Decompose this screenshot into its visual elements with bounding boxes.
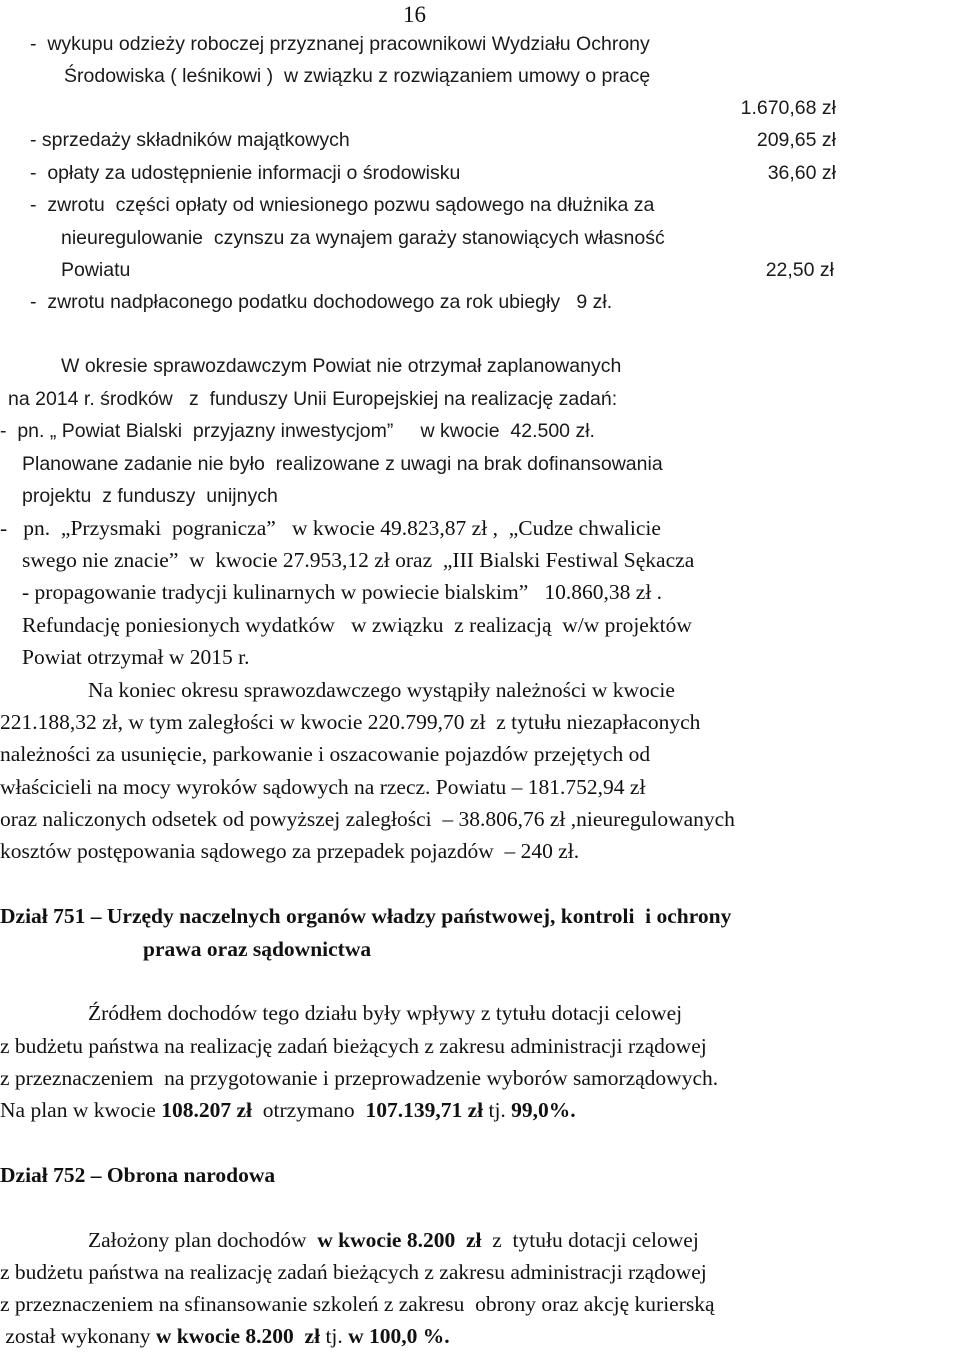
ratio-text: tj. xyxy=(483,1098,512,1122)
received-text: otrzymano xyxy=(251,1098,366,1122)
dzial-751-p1: Źródłem dochodów tego działu były wpływy z tytułu dotacji celowej xyxy=(88,1001,683,1025)
receivables-l3: należności za usunięcie, parkowanie i oszacowanie pojazdów przejętych od xyxy=(0,742,651,766)
receivables-l2: 221.188,32 zł, w tym zaległości w kwocie 220.799,70 zł z tytułu niezapłaconych xyxy=(0,710,701,734)
eu-project-2-cont: swego nie znacie” w kwocie 27.953,12 zł oraz „III Bialski Festiwal Sękacza xyxy=(22,548,695,572)
amount-court-fee: 22,50 zł xyxy=(765,259,834,281)
receivables-intro: Na koniec okresu sprawozdawczego wystąpiły należności w kwocie xyxy=(88,678,675,702)
section-heading-752: Dział 752 – Obrona narodowa xyxy=(0,1163,276,1187)
plan-text-752: Założony plan dochodów xyxy=(88,1228,318,1252)
eu-intro: W okresie sprawozdawczym Powiat nie otrzymał zaplanowanych xyxy=(61,355,622,377)
amount-clothing: 1.670,68 zł xyxy=(740,97,836,119)
dzial-752-p2: z budżetu państwa na realizację zadań bieżących z zakresu administracji rządowej xyxy=(0,1260,707,1284)
plan-text: Na plan w kwocie xyxy=(0,1098,162,1122)
section-heading-751-cont: prawa oraz sądownictwa xyxy=(143,937,372,961)
list-item-env-info: - opłaty za udostępnienie informacji o środowisku xyxy=(30,162,461,184)
eu-refund-cont: Powiat otrzymał w 2015 r. xyxy=(22,645,250,669)
dzial-752-p3: z przeznaczeniem na sfinansowanie szkoleń z zakresu obrony oraz akcję kurierską xyxy=(0,1292,715,1316)
plan-amount-752: w kwocie 8.200 zł xyxy=(317,1228,482,1252)
eu-project-1-note: Planowane zadanie nie było realizowane z uwagi na brak dofinansowania xyxy=(22,453,663,475)
dzial-752-p1 xyxy=(88,1230,699,1252)
receivables-l5: oraz naliczonych odsetek od powyższej zaległości – 38.806,76 zł ,nieuregulowanych xyxy=(0,807,735,831)
dzial-751-p3: z przeznaczeniem na przygotowanie i przeprowadzenie wyborów samorządowych. xyxy=(0,1066,719,1090)
eu-project-1: - pn. „ Powiat Bialski przyjazny inwestycjom” w kwocie 42.500 zł. xyxy=(0,420,595,442)
dzial-751-p4 xyxy=(0,1100,576,1122)
amount-assets: 209,65 zł xyxy=(756,129,836,151)
ratio-value-752: w 100,0 %. xyxy=(348,1324,450,1348)
executed-amount-752: w kwocie 8.200 zł xyxy=(155,1324,321,1348)
eu-refund: Refundację poniesionych wydatków w związku z realizacją w/w projektów xyxy=(22,613,692,637)
list-item-powiat: Powiatu xyxy=(61,259,131,281)
list-item-tax-refund: - zwrotu nadpłaconego podatku dochodowego za rok ubiegły 9 zł. xyxy=(30,291,613,313)
receivables-l4: właścicieli na mocy wyroków sądowych na rzecz. Powiatu – 181.752,94 zł xyxy=(0,775,646,799)
eu-project-2-cont2: - propagowanie tradycji kulinarnych w powiecie bialskim” 10.860,38 zł . xyxy=(22,580,663,604)
ratio-text-752: tj. xyxy=(320,1324,349,1348)
received-amount: 107.139,71 zł xyxy=(365,1098,484,1122)
eu-project-2: - pn. „Przysmaki pogranicza” w kwocie 49.823,87 zł , „Cudze chwalicie xyxy=(0,516,661,540)
ratio-value: 99,0%. xyxy=(511,1098,576,1122)
dzial-752-p4 xyxy=(0,1326,450,1348)
plan-source-752: z tytułu dotacji celowej xyxy=(481,1228,699,1252)
section-heading-751: Dział 751 – Urzędy naczelnych organów władzy państwowej, kontroli i ochrony xyxy=(0,904,732,928)
list-item-court-fee-cont: nieuregulowanie czynszu za wynajem garaży stanowiących własność xyxy=(61,227,665,249)
amount-env-info: 36,60 zł xyxy=(767,162,836,184)
list-item-court-fee: - zwrotu części opłaty od wniesionego pozwu sądowego na dłużnika za xyxy=(30,194,655,216)
plan-amount: 108.207 zł xyxy=(161,1098,252,1122)
page-number: 16 xyxy=(403,2,426,27)
list-item-clothing-cont: Środowiska ( leśnikowi ) w związku z rozwiązaniem umowy o pracę xyxy=(64,65,651,87)
dzial-751-p2: z budżetu państwa na realizację zadań bieżących z zakresu administracji rządowej xyxy=(0,1034,707,1058)
list-item-clothing: - wykupu odzieży roboczej przyznanej pracownikowi Wydziału Ochrony xyxy=(30,33,650,55)
list-item-assets: - sprzedaży składników majątkowych xyxy=(30,129,350,151)
executed-text-752: został wykonany xyxy=(0,1324,156,1348)
eu-project-1-note-cont: projektu z funduszy unijnych xyxy=(22,485,278,507)
receivables-l6: kosztów postępowania sądowego za przepadek pojazdów – 240 zł. xyxy=(0,839,580,863)
eu-intro-cont: na 2014 r. środków z funduszy Unii Europejskiej na realizację zadań: xyxy=(8,388,618,410)
